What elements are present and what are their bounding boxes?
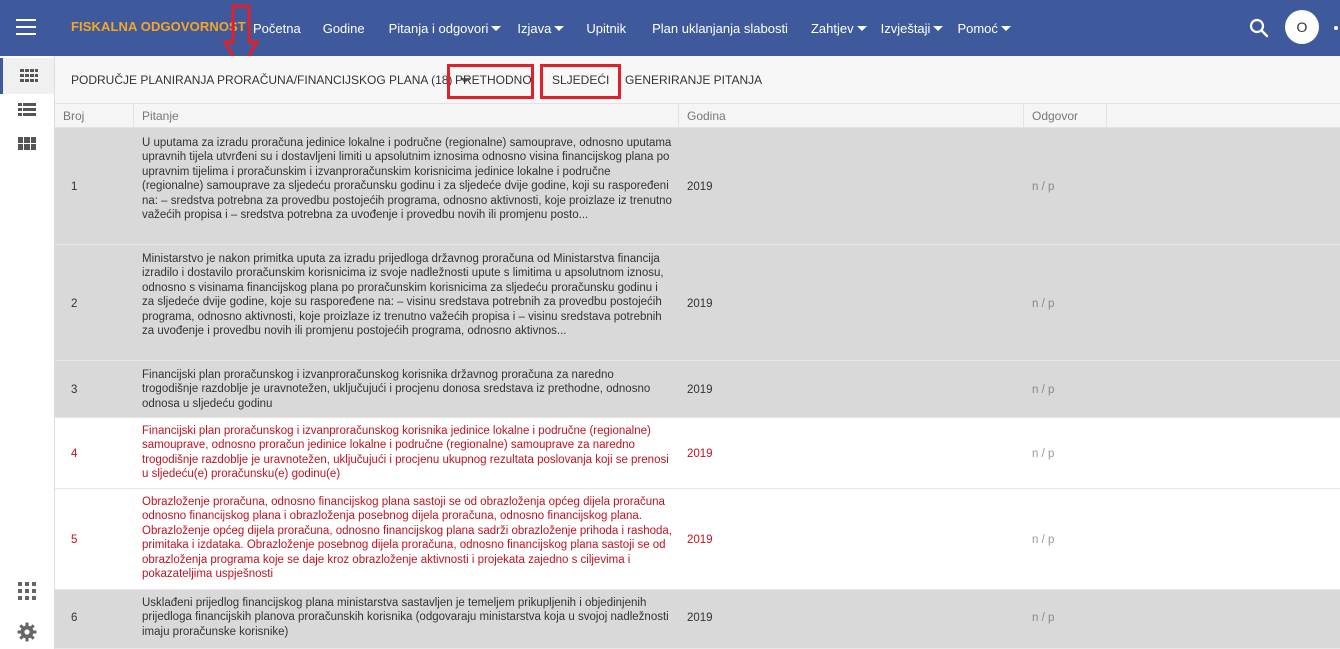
- search-icon[interactable]: [1249, 18, 1269, 38]
- row-question: Financijski plan proračunskog i izvanproračunskog korisnika državnog proračuna za naredno trogodišnje razdoblje je uravnotežen, uključujući i procjenu donosa sredstava iz prethodne, odnosno odnosa u sljedeću godinu: [142, 369, 651, 410]
- more-icon[interactable]: [1334, 26, 1338, 30]
- row-number: 6: [71, 612, 78, 624]
- sidebar-apps[interactable]: [0, 573, 54, 609]
- sidebar: [0, 56, 55, 649]
- nav-plan-uklanjanja-slabosti[interactable]: Plan uklanjanja slabosti: [652, 20, 788, 36]
- sidebar-tiles-view[interactable]: [0, 126, 54, 162]
- brand-title[interactable]: FISKALNA ODGOVORNOST: [71, 19, 246, 34]
- row-answer: n / p: [1032, 181, 1055, 193]
- nav-pitanja-i-odgovori[interactable]: Pitanja i odgovori: [389, 21, 502, 36]
- column-header-pitanje[interactable]: Pitanje: [134, 104, 679, 128]
- row-question: Ministarstvo je nakon primitka uputa za izradu prijedloga državnog proračuna od Ministarstva financija izradilo i dostavilo proračunskim korisnicima iz svoje nadležnosti upute s limitima u apsolutnom iznosu, odnosno s visinama financijskog plana po proračunskim korisnicima za sljedeću proračunsku godinu i za sljedeće dvije godine, koje su raspoređene na: – visinu sredstava potrebnih za provedbu postojećih programa, odnosno aktivnosti, koje proizlaze iz trenutno važećih propisa i – visinu sredstava potrebnih za uvođenje i provedbu novih ili promjenu postojećih programa, odnosno aktivnos...: [142, 253, 664, 338]
- row-year: 2019: [687, 298, 713, 310]
- grid-small-icon: [20, 69, 38, 83]
- column-header-broj[interactable]: Broj: [55, 104, 134, 128]
- nav-pomoc[interactable]: Pomoć: [957, 21, 1010, 36]
- chevron-down-icon: [491, 26, 501, 31]
- chevron-down-icon: [857, 26, 867, 31]
- apps-icon: [18, 582, 36, 600]
- avatar[interactable]: O: [1285, 10, 1319, 44]
- table-header: [55, 104, 1340, 128]
- sidebar-list-view[interactable]: [0, 92, 54, 128]
- column-header-godina[interactable]: Godina: [679, 104, 1024, 128]
- row-year: 2019: [687, 448, 713, 460]
- column-header-odgovor[interactable]: Odgovor: [1024, 104, 1107, 128]
- table-row[interactable]: [55, 245, 1340, 361]
- table-row[interactable]: [55, 361, 1340, 418]
- row-number: 5: [71, 534, 78, 546]
- row-number: 2: [71, 298, 78, 310]
- row-answer: n / p: [1032, 298, 1055, 310]
- top-bar: [0, 0, 1340, 56]
- sidebar-grid-view[interactable]: [0, 58, 54, 94]
- row-number: 3: [71, 384, 78, 396]
- row-answer: n / p: [1032, 384, 1055, 396]
- sidebar-settings[interactable]: [0, 614, 54, 649]
- row-answer: n / p: [1032, 448, 1055, 460]
- area-select[interactable]: PODRUČJE PLANIRANJA PRORAČUNA/FINANCIJSKOG PLANA (18): [71, 73, 470, 87]
- tiles-icon: [18, 137, 36, 151]
- row-year: 2019: [687, 612, 713, 624]
- row-answer: n / p: [1032, 612, 1055, 624]
- nav-upitnik[interactable]: Upitnik: [586, 20, 627, 36]
- row-question: Obrazloženje proračuna, odnosno financijskog plana sastoji se od obrazloženja općeg dijela proračuna odnosno financijskog plana i obrazloženja posebnog dijela proračuna, odnosno financijskog plana. Obrazloženje općeg dijela proračuna, odnosno financijskog plana sadrži obrazloženje prihoda i rashoda, primitaka i izdataka. Obrazloženje posebnog dijela proračuna, odnosno financijskog plana sastoji se od obrazloženja programa koje se daje kroz obrazloženje aktivnosti i projekata zajedno s ciljevima i pokazateljima uspješnosti: [142, 496, 672, 581]
- table-row[interactable]: [55, 590, 1340, 649]
- row-question: Financijski plan proračunskog i izvanproračunskog korisnika jedinice lokalne i područne (regionalne) samouprave, odnosno proračun jedinice lokalne i područne (regionalne) samouprave za naredno trogodišnje razdoblje je uravnotežen, uključujući i procjenu ukupnog rezultata poslovanja koji se prenosi u sljedeću(e) proračunsku(e) godinu(e): [142, 425, 669, 481]
- row-number: 4: [71, 448, 78, 460]
- toolbar: [55, 56, 1340, 104]
- row-year: 2019: [687, 181, 713, 193]
- next-button[interactable]: SLJEDEĆI: [552, 73, 610, 87]
- nav-izvjestaji[interactable]: Izvještaji: [881, 21, 944, 36]
- generate-questions-button[interactable]: GENERIRANJE PITANJA: [625, 73, 763, 87]
- table-row[interactable]: [55, 128, 1340, 245]
- nav-pocetna[interactable]: Početna: [253, 20, 301, 36]
- menu-icon[interactable]: [16, 19, 36, 37]
- row-year: 2019: [687, 384, 713, 396]
- row-question: U uputama za izradu proračuna jedinice lokalne i područne (regionalne) samouprave, odnosno uputama upravnih tijela utvrđeni su i dostavljeni limiti u apsolutnim iznosima odnosno visina financijskog plana po upravnim tijelima i proračunskim i izvanproračunskim korisnicima jedinice lokalne i područne (regionalne) samouprave za sljedeću proračunsku godinu i za sljedeće dvije godine, koji su raspoređeni na: – sredstva potrebna za provedbu postojećih programa, odnosno aktivnosti, koje proizlaze iz trenutno važećih propisa i – sredstva potrebna za uvođenje i provedbu novih ili promjenu posto...: [142, 137, 672, 222]
- nav-zahtjev[interactable]: Zahtjev: [811, 21, 867, 36]
- list-icon: [18, 103, 36, 117]
- prev-button[interactable]: PRETHODNO: [455, 73, 532, 87]
- row-year: 2019: [687, 534, 713, 546]
- table-row[interactable]: [55, 489, 1340, 590]
- chevron-down-icon: [554, 26, 564, 31]
- row-answer: n / p: [1032, 534, 1055, 546]
- table-row[interactable]: [55, 418, 1340, 489]
- chevron-down-icon: [1001, 26, 1011, 31]
- chevron-down-icon: [933, 26, 943, 31]
- gear-icon: [17, 622, 37, 642]
- row-number: 1: [71, 181, 78, 193]
- main-nav: [253, 0, 1011, 56]
- nav-godine[interactable]: Godine: [322, 20, 365, 36]
- nav-izjava[interactable]: Izjava: [517, 21, 564, 36]
- row-question: Usklađeni prijedlog financijskog plana ministarstva sastavljen je temeljem prikupljenih i objedinjenih prijedloga financijskih planova proračunskih korisnika (odgovaraju ministarstva koja u svojoj nadležnosti imaju proračunske korisnike): [142, 597, 669, 638]
